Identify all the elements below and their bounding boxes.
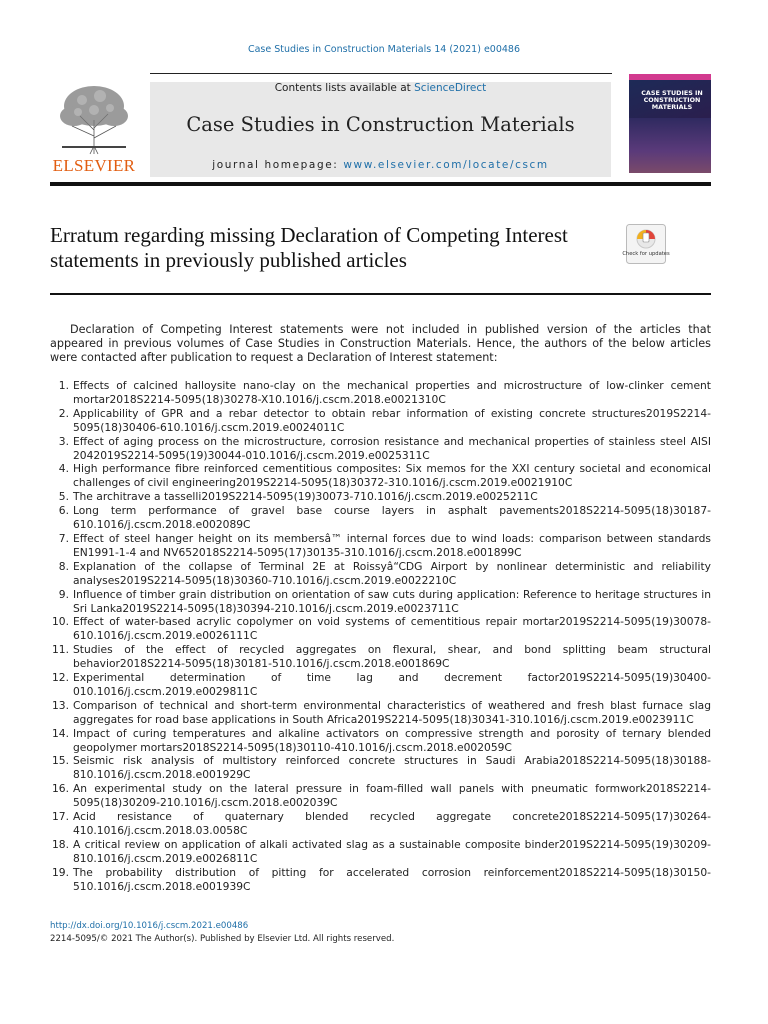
list-item-text: Influence of timber grain distribution on orientation of saw cuts during application: Reference to heritage structures in Sri Lanka2019S2214-5095(18)30394-210.1016/j.cscm.2019.e0023711C (73, 587, 711, 615)
contents-line (150, 82, 611, 94)
list-item (50, 727, 711, 755)
list-item-number: 11. (52, 643, 69, 657)
journal-cover-image (629, 74, 711, 173)
list-item-text: High performance fibre reinforced cementitious composites: Six memos for the XXI century societal and economical challenges of civil engineering2019S2214-5095(18)30372-310.1016/j.cscm.2019.e0021910C (73, 462, 711, 490)
list-item (50, 588, 711, 616)
list-item (50, 504, 711, 532)
contents-prefix: Contents lists available at (274, 82, 415, 94)
list-item-text: Acid resistance of quaternary blended recycled aggregate concrete2018S2214-5095(17)30264-410.1016/j.cscm.2018.03.0058C (73, 810, 711, 837)
list-item (50, 462, 711, 490)
list-item-number: 15. (52, 754, 69, 768)
list-item-number: 4. (58, 462, 69, 476)
list-item-text: Seismic risk analysis of multistory reinforced concrete structures in Saudi Arabia2018S2214-5095(18)30188-810.1016/j.cscm.2018.e001929C (73, 754, 711, 782)
list-item-number: 3. (58, 434, 69, 448)
list-item-number: 19. (52, 865, 69, 879)
list-item-text: Impact of curing temperatures and alkaline activators on compressive strength and porosity of ternary blended geopolymer mortars2018S2214-5095(18)30110-410.1016/j.cscm.2018.e002059C (73, 726, 711, 754)
list-item (50, 866, 711, 894)
list-item (50, 407, 711, 435)
list-item-number: 13. (52, 698, 69, 712)
list-item-number: 6. (58, 504, 69, 518)
sciencedirect-link[interactable]: ScienceDirect (414, 82, 487, 94)
list-item-text: Comparison of technical and short-term environmental characteristics of weathered and fresh blast furnace slag aggregates for road base applications in South Africa2019S2214-5095(18)30341-310.1016/j.cscm.2019.e0023911C (73, 698, 711, 726)
list-item-number: 14. (52, 726, 69, 740)
list-item (50, 615, 711, 643)
doi-link[interactable]: http://dx.doi.org/10.1016/j.cscm.2021.e00486 (50, 921, 249, 931)
list-item-text: Long term performance of gravel base course layers in asphalt pavements2018S2214-5095(18)30187-610.1016/j.cscm.2018.e002089C (73, 504, 711, 532)
journal-title: Case Studies in Construction Materials (186, 113, 575, 136)
article-list (50, 379, 711, 894)
cover-photo (629, 118, 711, 173)
copyright-notice: 2214-5095/© 2021 The Author(s). Published by Elsevier Ltd. All rights reserved. (50, 934, 395, 944)
list-item (50, 838, 711, 866)
list-item-number: 5. (58, 490, 69, 504)
list-item-text: Effect of steel hanger height on its membersâ™ internal forces due to wind loads: comparison between standards EN1991-1-4 and NV652018S2214-5095(17)30135-310.1016/j.cscm.2018.e001899C (73, 531, 711, 559)
list-item-number: 7. (58, 531, 69, 545)
intro-paragraph: Declaration of Competing Interest statements were not included in published version of the articles that appeared in previous volumes of Case Studies in Construction Materials. Hence, the authors of the below articles were contacted after publication to request a Declaration of Interest statement: (50, 323, 711, 364)
cover-accent-bar (629, 74, 711, 80)
title-rule (50, 293, 711, 295)
list-item (50, 490, 711, 504)
homepage-prefix: journal homepage: (212, 159, 344, 171)
journal-homepage-line (150, 159, 611, 171)
list-item-text: A critical review on application of alkali activated slag as a sustainable composite binder2019S2214-5095(19)30209-810.1016/j.cscm.2019.e0026811C (73, 837, 711, 865)
list-item-text: Experimental determination of time lag and decrement factor2019S2214-5095(19)30400-010.1016/j.cscm.2019.e0029811C (73, 671, 711, 698)
list-item-text: The architrave a tasselli2019S2214-5095(19)30073-710.1016/j.cscm.2019.e0025211C (73, 490, 538, 504)
homepage-link[interactable]: www.elsevier.com/locate/cscm (343, 159, 549, 171)
list-item-number: 12. (52, 671, 69, 685)
check-for-updates-button[interactable] (622, 224, 670, 264)
list-item-text: Explanation of the collapse of Terminal 2E at Roissyâ“CDG Airport by nonlinear deterministic and reliability analyses2019S2214-5095(18)30360-710.1016/j.cscm.2019.e0022210C (73, 559, 711, 587)
list-item-number: 2. (58, 406, 69, 420)
list-item-number: 16. (52, 782, 69, 796)
list-item (50, 532, 711, 560)
article-title: Erratum regarding missing Declaration of Competing Interest statements in previously published articles (50, 223, 568, 272)
list-item-text: Effect of water-based acrylic copolymer on void systems of cementitious repair mortar2019S2214-5095(19)30078-610.1016/j.cscm.2019.e0026111C (73, 615, 711, 643)
list-item (50, 810, 711, 838)
list-item-text: Effect of aging process on the microstructure, corrosion resistance and mechanical properties of stainless steel AISI 2042019S2214-5095(19)30044-010.1016/j.cscm.2019.e0025311C (73, 434, 711, 462)
list-item-number: 9. (58, 587, 69, 601)
list-item-text: An experimental study on the lateral pressure in foam-filled wall panels with pneumatic formwork2018S2214-5095(18)30209-210.1016/j.cscm.2018.e002039C (73, 782, 711, 810)
list-item-number: 17. (52, 810, 69, 824)
list-item (50, 435, 711, 463)
header-rule (50, 182, 711, 186)
list-item (50, 782, 711, 810)
list-item-text: The probability distribution of pitting for accelerated corrosion reinforcement2018S2214-5095(18)30150-510.1016/j.cscm.2018.e001939C (73, 865, 711, 893)
list-item-text: Effects of calcined halloysite nano-clay on the mechanical properties and microstructure of low-clinker cement mortar2018S2214-5095(18)30278-X10.1016/j.cscm.2018.e0021310C (73, 379, 711, 406)
list-item-number: 8. (58, 559, 69, 573)
list-item-number: 1. (58, 379, 69, 392)
list-item-text: Studies of the effect of recycled aggregates on flexural, shear, and bond splitting beam structural behavior2018S2214-5095(18)30181-510.1016/j.cscm.2018.e001869C (73, 643, 711, 671)
list-item (50, 560, 711, 588)
list-item-number: 10. (52, 615, 69, 629)
list-item (50, 754, 711, 782)
header-top-rule (150, 73, 612, 74)
list-item (50, 643, 711, 671)
list-item (50, 379, 711, 407)
journal-reference-link[interactable]: Case Studies in Construction Materials 14 (2021) e00486 (247, 44, 521, 55)
check-updates-label: Check for updates (622, 251, 670, 257)
list-item-number: 18. (52, 837, 69, 851)
cover-title: CASE STUDIES IN CONSTRUCTION MATERIALS (641, 89, 703, 111)
list-item-text: Applicability of GPR and a rebar detector to obtain rebar information of existing concrete structures2019S2214-5095(18)30406-610.1016/j.cscm.2019.e0024011C (73, 406, 711, 434)
list-item (50, 699, 711, 727)
elsevier-wordmark: ELSEVIER (52, 156, 136, 175)
list-item (50, 671, 711, 699)
